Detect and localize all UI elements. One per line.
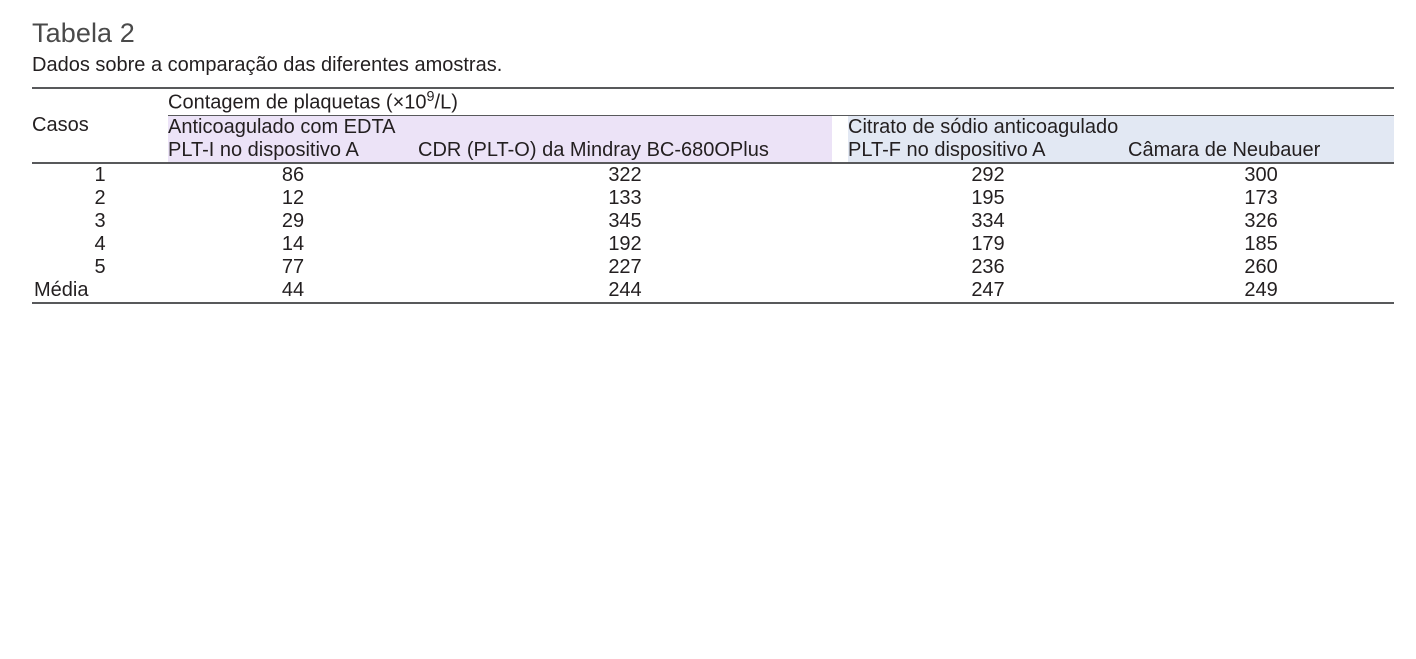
cell-case: 3 — [94, 209, 106, 232]
cell-neubauer: 249 — [1128, 279, 1394, 303]
table-row — [32, 256, 1394, 279]
cell-plt-i: 14 — [281, 232, 305, 255]
header-unit-tail: /L) — [434, 91, 458, 114]
cell-neubauer: 173 — [1244, 186, 1278, 209]
cell-neubauer: 300 — [1128, 163, 1394, 187]
cell-case: 5 — [94, 255, 106, 278]
cell-plt-i: 86 — [168, 163, 418, 187]
header-cases: Casos — [32, 88, 168, 163]
table-header-row-span — [32, 88, 1394, 115]
cell-cdr-plt-o: 322 — [418, 163, 832, 187]
cell-plt-f: 236 — [971, 255, 1005, 278]
table-row — [32, 163, 1394, 187]
table-row — [32, 210, 1394, 233]
cell-gap — [832, 233, 848, 256]
cell-cdr-plt-o: 244 — [418, 279, 832, 303]
header-unit-base: ×10 — [392, 91, 427, 114]
cell-case: 1 — [32, 163, 168, 187]
cell-neubauer: 185 — [1244, 232, 1278, 255]
header-col-plt-i: PLT-I no dispositivo A — [168, 139, 418, 163]
cell-cdr-plt-o: 227 — [608, 255, 642, 278]
header-col-cdr-plt-o: CDR (PLT-O) da Mindray BC-680OPlus — [418, 139, 832, 163]
cell-plt-i: 77 — [281, 255, 305, 278]
cell-gap — [832, 163, 848, 187]
cell-plt-f: 334 — [971, 209, 1005, 232]
header-col-plt-f: PLT-F no dispositivo A — [848, 139, 1128, 163]
cell-plt-f: 179 — [971, 232, 1005, 255]
header-platelet-count — [168, 88, 1394, 115]
cell-neubauer: 260 — [1244, 255, 1278, 278]
cell-case: 4 — [94, 232, 106, 255]
group-separator-gap-sub — [832, 139, 848, 163]
group-separator-gap — [832, 115, 848, 139]
table-row-mean — [32, 279, 1394, 303]
cell-neubauer: 326 — [1244, 209, 1278, 232]
comparison-table — [32, 87, 1394, 304]
cell-gap — [832, 187, 848, 210]
cell-plt-f: 195 — [971, 186, 1005, 209]
cell-gap — [832, 279, 848, 303]
cell-plt-f: 292 — [848, 163, 1128, 187]
table-header-row-groups — [32, 115, 1394, 139]
cell-plt-i: 12 — [281, 186, 305, 209]
cell-plt-i: 29 — [281, 209, 305, 232]
cell-cdr-plt-o: 192 — [608, 232, 642, 255]
cell-gap — [832, 210, 848, 233]
table-row — [32, 233, 1394, 256]
cell-case: Média — [32, 279, 168, 303]
cell-case: 2 — [94, 186, 106, 209]
header-group-edta: Anticoagulado com EDTA — [168, 115, 832, 139]
table-row — [32, 187, 1394, 210]
cell-cdr-plt-o: 345 — [608, 209, 642, 232]
header-col-neubauer: Câmara de Neubauer — [1128, 139, 1394, 163]
cell-cdr-plt-o: 133 — [608, 186, 642, 209]
table-number-label: Tabela 2 — [32, 18, 135, 48]
header-unit-exponent: 9 — [426, 89, 435, 106]
table-header-row-sub — [32, 139, 1394, 163]
header-group-citrate: Citrato de sódio anticoagulado — [848, 115, 1394, 139]
cell-gap — [832, 256, 848, 279]
cell-plt-i: 44 — [168, 279, 418, 303]
cell-plt-f: 247 — [848, 279, 1128, 303]
header-platelet-count-text: Contagem de plaquetas ( — [168, 91, 393, 114]
table-caption: Dados sobre a comparação das diferentes amostras. — [32, 54, 503, 77]
